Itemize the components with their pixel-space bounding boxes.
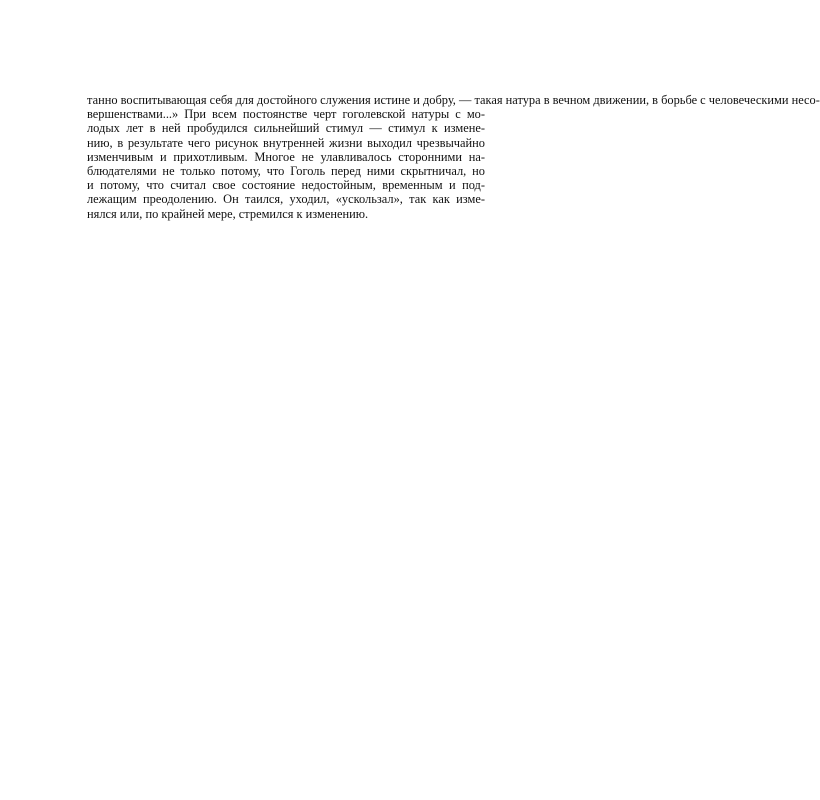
text-line: лодых лет в ней пробудился сильнейший стимул — стимул к измене- [87, 121, 485, 136]
body-text [87, 93, 820, 221]
text-line: и потому, что считал свое состояние недостойным, временным и под- [87, 178, 485, 193]
text-line: блюдателями не только потому, что Гоголь перед ними скрытничал, но [87, 163, 485, 178]
text-line: изменчивым и прихотливым. Многое не улавливалось сторонними на- [87, 149, 485, 164]
text-line: лежащим преодолению. Он таился, уходил, «ускользал», так как изме- [87, 192, 485, 207]
text-line: танно воспитывающая себя для достойного служения истине и добру, — такая натура в вечном движении, в борьбе с человеческими несо- [87, 93, 820, 107]
text-line: нялся или, по крайней мере, стремился к изменению. [87, 206, 369, 221]
text-line: нию, в результате чего рисунок внутренней жизни выходил чрезвычайно [87, 135, 485, 150]
text-line: вершенствами...» При всем постоянстве черт гоголевской натуры с мо- [87, 107, 485, 122]
